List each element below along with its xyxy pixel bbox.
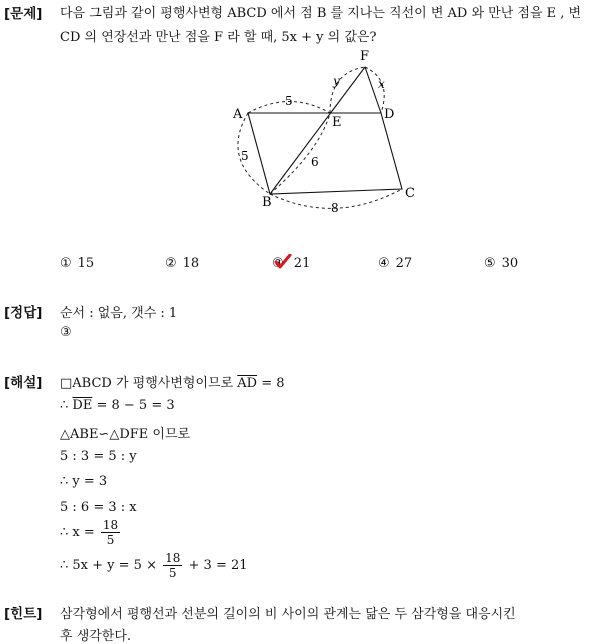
choice-5-number: ⑤ bbox=[484, 256, 496, 271]
fraction-18-5 bbox=[101, 518, 120, 547]
label-y: y bbox=[333, 74, 340, 88]
solution-step-1-text: □ABCD 가 평행사변형이므로 bbox=[60, 376, 238, 391]
solution-step-5: ∴ y = 3 bbox=[60, 474, 108, 489]
solution-step-8 bbox=[60, 551, 248, 580]
therefore-symbol: ∴ bbox=[60, 398, 73, 413]
answer-line-2: ③ bbox=[60, 325, 72, 340]
point-c: C bbox=[405, 186, 415, 201]
point-a: A bbox=[233, 107, 243, 122]
hint-line-1: 삼각형에서 평행선과 선분의 길이의 비 사이의 관계는 닮은 두 삼각형을 대응시킨 bbox=[60, 607, 516, 622]
label-ae: 5 bbox=[285, 94, 293, 108]
choice-4[interactable] bbox=[378, 256, 412, 271]
check-icon bbox=[274, 254, 292, 270]
hint-line-2: 후 생각한다. bbox=[60, 629, 132, 644]
label-be: 6 bbox=[311, 155, 319, 169]
solution-step-6: 5 : 6 = 3 : x bbox=[60, 500, 137, 515]
choice-2-number: ② bbox=[165, 256, 177, 271]
solution-step-1 bbox=[60, 372, 285, 391]
solution-step-8-suffix: + 3 = 21 bbox=[188, 558, 248, 573]
fraction-18-5-b bbox=[163, 551, 182, 580]
solution-step-7 bbox=[60, 518, 122, 547]
point-e: E bbox=[332, 115, 342, 130]
choice-1[interactable] bbox=[60, 256, 94, 271]
answer-line-1: 순서 : 없음, 갯수 : 1 bbox=[60, 306, 178, 321]
hint-label: [힌트] bbox=[4, 606, 43, 622]
choice-3-number bbox=[272, 256, 288, 271]
fraction-denominator-b: 5 bbox=[168, 566, 177, 580]
point-d: D bbox=[384, 107, 395, 122]
fraction-numerator-b: 18 bbox=[165, 551, 181, 565]
choice-1-number: ① bbox=[60, 256, 72, 271]
choice-1-value: 15 bbox=[77, 256, 95, 271]
choice-3[interactable] bbox=[272, 256, 310, 271]
choice-4-value: 27 bbox=[395, 256, 413, 271]
segment-ad: $\overline{AD}$ bbox=[237, 376, 258, 391]
choice-2[interactable] bbox=[165, 256, 199, 271]
point-f: F bbox=[360, 49, 370, 64]
choice-3-value: 21 bbox=[293, 256, 311, 271]
solution-step-3: △ABE∽△DFE 이므로 bbox=[60, 427, 191, 442]
question-text: 다음 그림과 같이 평행사변형 ABCD 에서 점 B 를 지나는 직선이 변 AD 와 만난 점을 E , 변 CD 의 연장선과 만난 점을 F 라 할 때, 5x + y 의 값은? bbox=[60, 6, 582, 45]
solution-step-8-text: ∴ 5x + y = 5 × bbox=[60, 558, 157, 573]
line-bf bbox=[270, 67, 365, 194]
point-b: B bbox=[262, 195, 272, 210]
choice-4-number: ④ bbox=[378, 256, 390, 271]
solution-label: [해설] bbox=[4, 375, 43, 391]
segment-de: $\overline{DE}$ bbox=[72, 398, 93, 413]
solution-step-2 bbox=[60, 398, 175, 413]
choice-2-value: 18 bbox=[182, 256, 200, 271]
choice-5[interactable] bbox=[484, 256, 518, 271]
parallelogram-figure bbox=[0, 40, 592, 270]
label-bc: 8 bbox=[331, 201, 339, 215]
fraction-numerator: 18 bbox=[102, 518, 119, 532]
solution-step-2-suffix: = 8 − 5 = 3 bbox=[92, 398, 175, 413]
answer-label: [정답] bbox=[4, 305, 43, 321]
label-x: x bbox=[378, 77, 385, 91]
parallelogram-abcd bbox=[248, 113, 402, 194]
solution-step-1-suffix: = 8 bbox=[257, 376, 285, 391]
choice-5-value: 30 bbox=[501, 256, 519, 271]
label-ab: 5 bbox=[241, 149, 249, 163]
question-label: [문제] bbox=[4, 6, 43, 22]
solution-step-4: 5 : 3 = 5 : y bbox=[60, 449, 137, 464]
solution-step-7-text: ∴ x = bbox=[60, 525, 95, 540]
choice-3-number-text: ③ bbox=[272, 256, 284, 271]
fraction-denominator: 5 bbox=[106, 533, 115, 547]
